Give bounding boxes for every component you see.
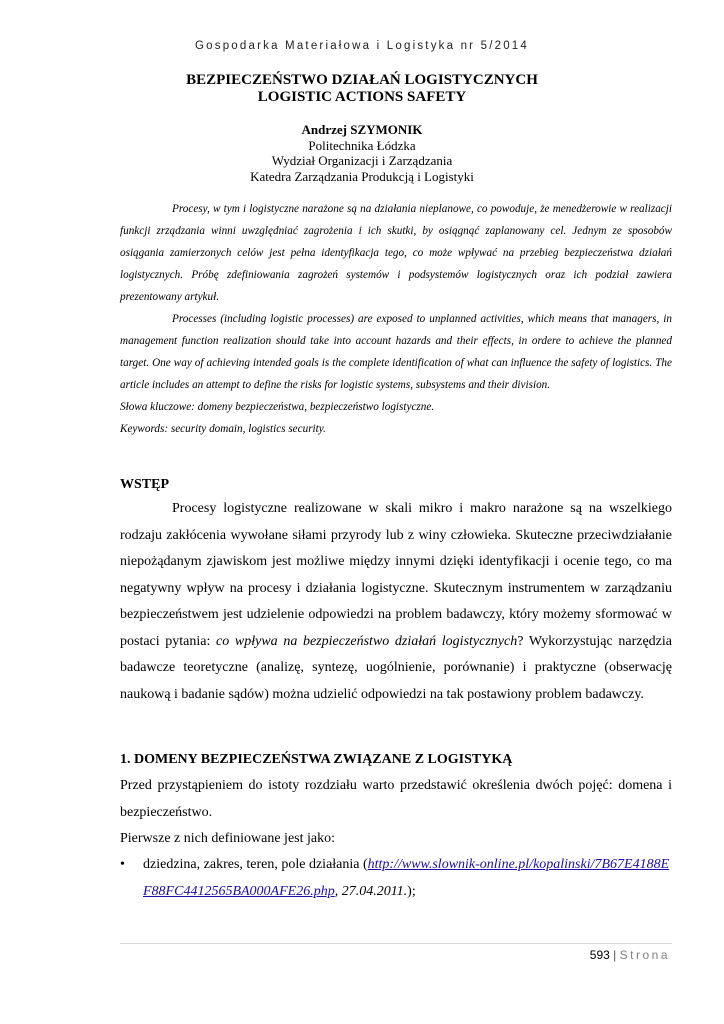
bullet-icon: • — [120, 857, 125, 872]
intro-text-part-2: ? Wykorzystując narzędzia badawcze teoretyczne (analizę, syntezę, uogólnienie, porównanie) i praktyczne (obserwację naukową i badanie sądów) można udzielić odpowiedzi na tak postawiony problem badawczy. — [120, 633, 672, 702]
running-header: Gospodarka Materiałowa i Logistyka nr 5/2014 — [195, 40, 529, 52]
source-link[interactable]: http://www.slownik-online.pl/kopalinski/7B67E4188EF88FC4412565BA000AFE26.php — [143, 857, 670, 899]
author-block — [0, 122, 724, 184]
page-footer — [590, 948, 670, 962]
intro-paragraph — [120, 496, 672, 708]
definition-words: dziedzina, zakres, teren, pole działania ( — [143, 857, 368, 872]
source-date: , 27.04.2011. — [334, 883, 408, 899]
author-affiliation-faculty: Wydział Organizacji i Zarządzania — [271, 153, 453, 168]
research-question: co wpływa na bezpieczeństwo działań logistycznych — [216, 633, 518, 649]
title-polish: BEZPIECZEŃSTWO DZIAŁAŃ LOGISTYCZNYCH — [186, 72, 538, 88]
abstract — [120, 198, 672, 440]
definition-text — [143, 852, 672, 905]
author-affiliation-university: Politechnika Łódzka — [308, 137, 416, 153]
page-number: 593 — [589, 948, 610, 962]
intro-body — [120, 496, 672, 708]
keywords-polish: Słowa kluczowe: domeny bezpieczeństwa, bezpieczeństwo logistyczne. — [120, 401, 435, 413]
keywords-english: Keywords: security domain, logistics security. — [120, 423, 326, 435]
footer-separator: | — [613, 948, 617, 962]
title-english: LOGISTIC ACTIONS SAFETY — [257, 89, 467, 105]
intro-heading: WSTĘP — [120, 477, 170, 492]
abstract-polish: Procesy, w tym i logistyczne narażone są na działania nieplanowe, co powoduje, że menedżerowie w realizacji funkcji zrządzania winni uwzględniać zagrożenia i ich skutki, by osiągnąć zaplanowany cel. Jednym ze sposobów osiągania zamierzonych celów jest pełna identyfikacja tego, co może wpływać na przebieg bezpieczeństwa działań logistycznych. Próbę zdefiniowania zagrożeń systemów i podsystemów logistycznych oraz ich podział zawiera prezentowany artykuł. — [120, 203, 672, 303]
abstract-english: Processes (including logistic processes) are exposed to unplanned activities, which means that managers, in management function realization should take into account hazards and their effects, in ordere to achieve the planned target. One way of achieving intended goals is the complete identification of what can influence the safety of logistics. The article includes an attempt to define the risks for logistic systems, subsystems and their division. — [120, 313, 672, 391]
footer-page-word: Strona — [619, 948, 670, 962]
author-name: Andrzej SZYMONIK — [301, 122, 423, 137]
definition-list-item — [120, 852, 672, 905]
section-1-heading: 1. DOMENY BEZPIECZEŃSTWA ZWIĄZANE Z LOGISTYKĄ — [120, 752, 513, 767]
author-affiliation-department: Katedra Zarządzania Produkcją i Logistyki — [250, 168, 474, 184]
intro-text-part-1: Procesy logistyczne realizowane w skali mikro i makro narażone są na wszelkiego rodzaju zakłócenia wywołane siłami przyrody lub z winy człowieka. Skuteczne przeciwdziałanie niepożądanym zjawiskom jest możliwe między innymi dzięki identyfikacji i ocenie tego, co ma negatywny wpływ na procesy i działania logistyczne. Skutecznym instrumentem w zarządzaniu bezpieczeństwem jest udzielenie odpowiedzi na problem badawczy, który możemy sformować w postaci pytania: — [120, 501, 672, 649]
footer-divider — [120, 943, 672, 944]
section-1-paragraph-1: Przed przystąpieniem do istoty rozdziału warto przedstawić określenia dwóch pojęć: domena i bezpieczeństwo. — [120, 778, 672, 820]
section-1-body — [120, 773, 672, 853]
title-block — [0, 72, 724, 106]
section-1-paragraph-2: Pierwsze z nich definiowane jest jako: — [120, 831, 335, 846]
definition-end: ); — [407, 883, 416, 899]
